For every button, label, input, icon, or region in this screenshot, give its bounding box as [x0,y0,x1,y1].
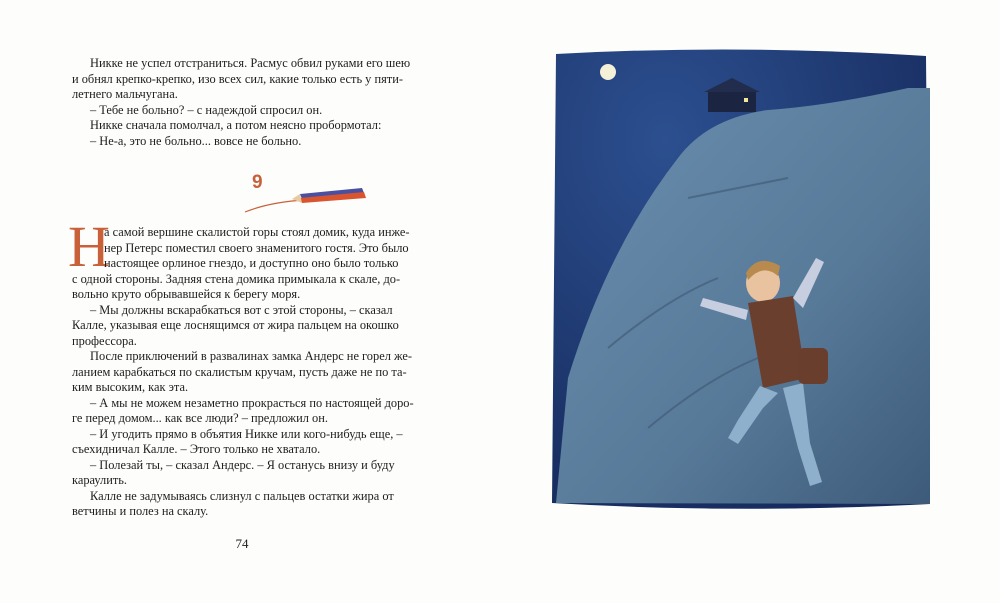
text-line: Калле, указывая еще лоснящимся от жира пальцем на окошко [72,318,399,332]
text-line: профессора. [72,333,137,348]
illustration-boy-climbing-cliff [548,48,932,510]
text-line: – И угодить прямо в объятия Никке или кого-нибудь еще, – [90,426,403,441]
text-line: После приключений в развалинах замка Андерс не горел же- [90,349,413,363]
text-line: Калле не задумываясь слизнул с пальцев остатки жира от [90,488,394,503]
text-line: – Не-а, это не больно... вовсе не больно. [90,133,302,148]
text-block-1 [72,56,411,149]
text-line: летнего мальчугана. [72,87,178,101]
text-line: караулить. [72,473,128,487]
moon [600,64,616,80]
text-line: нер Петерс поместил своего знаменитого гостя. Это было [104,240,409,255]
text-line: – А мы не можем незаметно прокрасться по настоящей доро- [90,395,414,410]
text-line: – Тебе не больно? – с надеждой спросил он. [90,102,323,117]
text-line: с одной стороны. Задняя стена домика примыкала к скале, до- [72,271,401,286]
text-line: Никке сначала помолчал, а потом неясно пробормотал: [90,118,382,132]
pencils-icon [240,180,370,215]
text-line: съехидничал Калле. – Этого только не хватало. [72,442,321,456]
text-line: Никке не успел отстраниться. Расмус обвил руками его шею [90,56,411,70]
text-line: вольно круто обрывавшейся к берегу моря. [72,287,301,301]
text-line: ким высоким, как эта. [72,380,189,394]
text-line: – Полезай ты, – сказал Андерс. – Я останусь внизу и буду [90,457,395,472]
page-number: 74 [235,536,249,551]
text-line: и обнял крепко-крепко, изо всех сил, какие только есть у пяти- [72,71,403,86]
text-line: ветчины и полез на скалу. [72,504,209,518]
text-line: а самой вершине скалистой горы стоял домик, куда инже- [104,225,410,239]
chapter-number: 9 [252,172,263,193]
text-block-2 [72,225,414,520]
text-line: – Мы должны вскарабкаться вот с этой стороны, – сказал [90,302,393,317]
text-line: ге перед домом... как все люди? – предложил он. [72,411,328,425]
text-line: настоящее орлиное гнездо, и доступно оно было только [104,256,399,270]
text-line: ланием карабкаться по скалистым кручам, пусть даже не по та- [72,364,407,379]
drop-cap: Н [68,214,110,279]
